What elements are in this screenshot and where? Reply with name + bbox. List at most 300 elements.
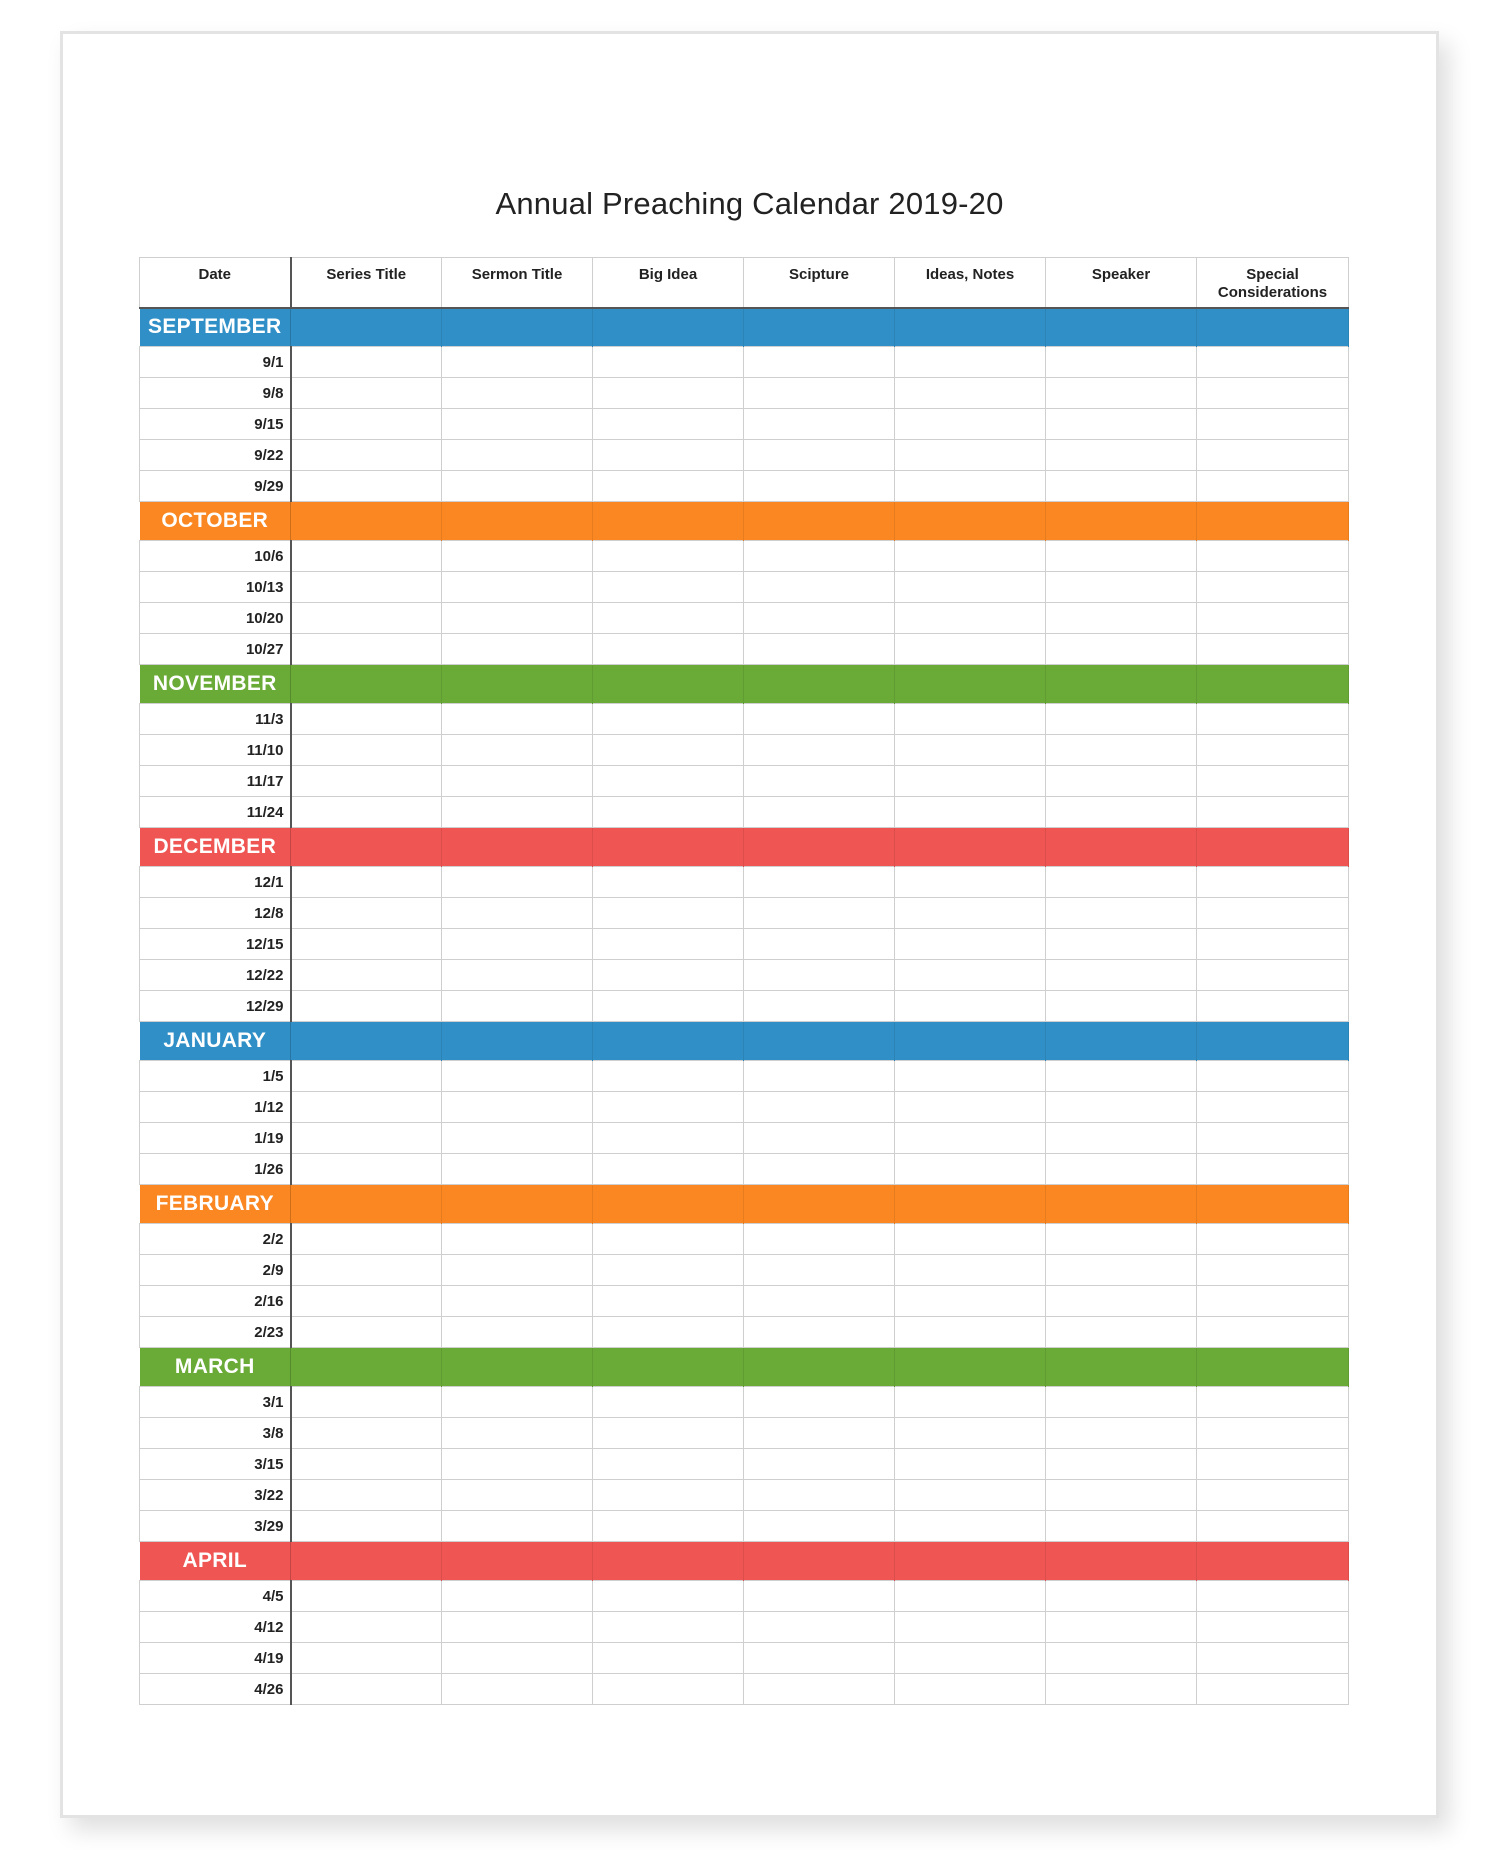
entry-cell[interactable]	[895, 603, 1046, 634]
entry-cell[interactable]	[1197, 634, 1349, 665]
month-row-march	[140, 1348, 1349, 1387]
entry-cell[interactable]	[593, 1674, 744, 1705]
entry-cell[interactable]	[593, 347, 744, 378]
entry-cell[interactable]	[593, 797, 744, 828]
entry-cell[interactable]	[744, 797, 895, 828]
entry-cell[interactable]	[291, 1674, 442, 1705]
entry-cell[interactable]	[1197, 1123, 1349, 1154]
entry-cell[interactable]	[1046, 929, 1197, 960]
entry-cell[interactable]	[744, 766, 895, 797]
entry-cell[interactable]	[442, 1449, 593, 1480]
month-band-cell	[291, 1348, 442, 1387]
date-cell: 9/8	[140, 378, 291, 409]
entry-cell[interactable]	[442, 440, 593, 471]
entry-cell[interactable]	[291, 704, 442, 735]
entry-cell[interactable]	[744, 898, 895, 929]
entry-cell[interactable]	[291, 960, 442, 991]
entry-cell[interactable]	[442, 1123, 593, 1154]
table-row	[140, 1092, 1349, 1123]
entry-cell[interactable]	[593, 1449, 744, 1480]
entry-cell[interactable]	[1046, 409, 1197, 440]
month-band-cell	[593, 1022, 744, 1061]
month-band-cell	[1197, 502, 1349, 541]
entry-cell[interactable]	[593, 1123, 744, 1154]
table-row	[140, 735, 1349, 766]
entry-cell[interactable]	[593, 1511, 744, 1542]
entry-cell[interactable]	[744, 1154, 895, 1185]
entry-cell[interactable]	[744, 471, 895, 502]
entry-cell[interactable]	[291, 541, 442, 572]
month-band-cell	[895, 1348, 1046, 1387]
entry-cell[interactable]	[1046, 867, 1197, 898]
entry-cell[interactable]	[744, 991, 895, 1022]
table-row	[140, 1286, 1349, 1317]
month-band-cell	[593, 502, 744, 541]
entry-cell[interactable]	[593, 1286, 744, 1317]
column-header-big-idea: Big Idea	[593, 258, 744, 308]
entry-cell[interactable]	[895, 1092, 1046, 1123]
entry-cell[interactable]	[895, 867, 1046, 898]
entry-cell[interactable]	[744, 1643, 895, 1674]
month-band-cell	[895, 1542, 1046, 1581]
entry-cell[interactable]	[291, 1612, 442, 1643]
entry-cell[interactable]	[895, 1123, 1046, 1154]
entry-cell[interactable]	[895, 1317, 1046, 1348]
entry-cell[interactable]	[744, 1387, 895, 1418]
entry-cell[interactable]	[744, 603, 895, 634]
entry-cell[interactable]	[291, 1255, 442, 1286]
entry-cell[interactable]	[1197, 1674, 1349, 1705]
date-cell: 3/15	[140, 1449, 291, 1480]
entry-cell[interactable]	[744, 1092, 895, 1123]
entry-cell[interactable]	[744, 378, 895, 409]
entry-cell[interactable]	[895, 735, 1046, 766]
entry-cell[interactable]	[744, 735, 895, 766]
entry-cell[interactable]	[442, 991, 593, 1022]
entry-cell[interactable]	[744, 1449, 895, 1480]
entry-cell[interactable]	[1046, 603, 1197, 634]
entry-cell[interactable]	[442, 1154, 593, 1185]
entry-cell[interactable]	[895, 541, 1046, 572]
entry-cell[interactable]	[593, 1255, 744, 1286]
entry-cell[interactable]	[593, 929, 744, 960]
entry-cell[interactable]	[442, 766, 593, 797]
entry-cell[interactable]	[1046, 347, 1197, 378]
entry-cell[interactable]	[1046, 1480, 1197, 1511]
entry-cell[interactable]	[744, 1480, 895, 1511]
entry-cell[interactable]	[291, 1581, 442, 1612]
entry-cell[interactable]	[1197, 867, 1349, 898]
entry-cell[interactable]	[442, 1255, 593, 1286]
entry-cell[interactable]	[1197, 1612, 1349, 1643]
entry-cell[interactable]	[1197, 1511, 1349, 1542]
entry-cell[interactable]	[744, 1418, 895, 1449]
entry-cell[interactable]	[442, 347, 593, 378]
entry-cell[interactable]	[593, 1154, 744, 1185]
entry-cell[interactable]	[1197, 929, 1349, 960]
entry-cell[interactable]	[1197, 471, 1349, 502]
entry-cell[interactable]	[1046, 572, 1197, 603]
entry-cell[interactable]	[1197, 1061, 1349, 1092]
entry-cell[interactable]	[442, 572, 593, 603]
entry-cell[interactable]	[744, 1286, 895, 1317]
entry-cell[interactable]	[593, 991, 744, 1022]
entry-cell[interactable]	[291, 867, 442, 898]
month-label: DECEMBER	[140, 828, 291, 867]
date-cell: 2/2	[140, 1224, 291, 1255]
entry-cell[interactable]	[593, 572, 744, 603]
entry-cell[interactable]	[593, 471, 744, 502]
entry-cell[interactable]	[1046, 1092, 1197, 1123]
entry-cell[interactable]	[1197, 1154, 1349, 1185]
entry-cell[interactable]	[442, 1612, 593, 1643]
entry-cell[interactable]	[291, 1224, 442, 1255]
entry-cell[interactable]	[895, 1511, 1046, 1542]
entry-cell[interactable]	[593, 409, 744, 440]
entry-cell[interactable]	[1197, 1449, 1349, 1480]
entry-cell[interactable]	[744, 960, 895, 991]
entry-cell[interactable]	[1046, 1286, 1197, 1317]
entry-cell[interactable]	[1046, 735, 1197, 766]
entry-cell[interactable]	[1046, 1511, 1197, 1542]
entry-cell[interactable]	[1046, 1255, 1197, 1286]
entry-cell[interactable]	[593, 1418, 744, 1449]
month-band-cell	[442, 502, 593, 541]
entry-cell[interactable]	[1046, 634, 1197, 665]
entry-cell[interactable]	[1197, 572, 1349, 603]
month-band-cell	[1046, 1185, 1197, 1224]
entry-cell[interactable]	[895, 898, 1046, 929]
entry-cell[interactable]	[744, 867, 895, 898]
entry-cell[interactable]	[291, 991, 442, 1022]
entry-cell[interactable]	[442, 929, 593, 960]
entry-cell[interactable]	[744, 409, 895, 440]
entry-cell[interactable]	[593, 1643, 744, 1674]
entry-cell[interactable]	[744, 634, 895, 665]
entry-cell[interactable]	[1046, 1123, 1197, 1154]
entry-cell[interactable]	[593, 603, 744, 634]
entry-cell[interactable]	[895, 1224, 1046, 1255]
date-cell: 4/5	[140, 1581, 291, 1612]
table-row	[140, 1123, 1349, 1154]
month-band-cell	[1197, 828, 1349, 867]
entry-cell[interactable]	[1046, 541, 1197, 572]
entry-cell[interactable]	[1046, 1154, 1197, 1185]
table-row	[140, 541, 1349, 572]
table-row	[140, 1643, 1349, 1674]
entry-cell[interactable]	[895, 1643, 1046, 1674]
entry-cell[interactable]	[1197, 347, 1349, 378]
entry-cell[interactable]	[442, 898, 593, 929]
entry-cell[interactable]	[744, 440, 895, 471]
entry-cell[interactable]	[744, 1255, 895, 1286]
entry-cell[interactable]	[1197, 960, 1349, 991]
entry-cell[interactable]	[744, 541, 895, 572]
entry-cell[interactable]	[1046, 1317, 1197, 1348]
entry-cell[interactable]	[593, 541, 744, 572]
entry-cell[interactable]	[1046, 766, 1197, 797]
entry-cell[interactable]	[895, 409, 1046, 440]
entry-cell[interactable]	[1197, 1255, 1349, 1286]
entry-cell[interactable]	[442, 735, 593, 766]
month-band-cell	[744, 828, 895, 867]
entry-cell[interactable]	[442, 378, 593, 409]
entry-cell[interactable]	[291, 1480, 442, 1511]
date-cell: 9/15	[140, 409, 291, 440]
column-header-scripture: Scipture	[744, 258, 895, 308]
entry-cell[interactable]	[895, 471, 1046, 502]
table-row	[140, 867, 1349, 898]
entry-cell[interactable]	[442, 1643, 593, 1674]
month-band-cell	[895, 1022, 1046, 1061]
entry-cell[interactable]	[442, 1480, 593, 1511]
entry-cell[interactable]	[895, 440, 1046, 471]
entry-cell[interactable]	[291, 735, 442, 766]
entry-cell[interactable]	[442, 1061, 593, 1092]
month-band-cell	[1197, 308, 1349, 347]
entry-cell[interactable]	[291, 1643, 442, 1674]
entry-cell[interactable]	[744, 1674, 895, 1705]
entry-cell[interactable]	[895, 1387, 1046, 1418]
entry-cell[interactable]	[291, 766, 442, 797]
entry-cell[interactable]	[1197, 735, 1349, 766]
entry-cell[interactable]	[1046, 1643, 1197, 1674]
entry-cell[interactable]	[895, 766, 1046, 797]
month-band-cell	[1197, 665, 1349, 704]
entry-cell[interactable]	[1046, 1612, 1197, 1643]
entry-cell[interactable]	[442, 1418, 593, 1449]
entry-cell[interactable]	[291, 471, 442, 502]
entry-cell[interactable]	[895, 929, 1046, 960]
entry-cell[interactable]	[291, 440, 442, 471]
entry-cell[interactable]	[593, 378, 744, 409]
entry-cell[interactable]	[895, 1612, 1046, 1643]
month-band-cell	[291, 665, 442, 704]
entry-cell[interactable]	[291, 1123, 442, 1154]
entry-cell[interactable]	[442, 1581, 593, 1612]
entry-cell[interactable]	[442, 960, 593, 991]
entry-cell[interactable]	[1046, 378, 1197, 409]
entry-cell[interactable]	[593, 704, 744, 735]
entry-cell[interactable]	[593, 440, 744, 471]
table-row	[140, 766, 1349, 797]
entry-cell[interactable]	[1046, 440, 1197, 471]
date-cell: 10/13	[140, 572, 291, 603]
entry-cell[interactable]	[442, 1511, 593, 1542]
entry-cell[interactable]	[1197, 898, 1349, 929]
entry-cell[interactable]	[291, 409, 442, 440]
entry-cell[interactable]	[895, 378, 1046, 409]
entry-cell[interactable]	[895, 704, 1046, 735]
entry-cell[interactable]	[1197, 440, 1349, 471]
date-cell: 11/24	[140, 797, 291, 828]
entry-cell[interactable]	[442, 471, 593, 502]
entry-cell[interactable]	[1197, 1224, 1349, 1255]
entry-cell[interactable]	[1046, 1418, 1197, 1449]
entry-cell[interactable]	[291, 898, 442, 929]
entry-cell[interactable]	[895, 1286, 1046, 1317]
entry-cell[interactable]	[1046, 471, 1197, 502]
entry-cell[interactable]	[1197, 704, 1349, 735]
entry-cell[interactable]	[895, 347, 1046, 378]
month-band-cell	[895, 502, 1046, 541]
entry-cell[interactable]	[291, 797, 442, 828]
entry-cell[interactable]	[744, 704, 895, 735]
entry-cell[interactable]	[442, 634, 593, 665]
entry-cell[interactable]	[1197, 991, 1349, 1022]
entry-cell[interactable]	[442, 1674, 593, 1705]
entry-cell[interactable]	[1046, 1449, 1197, 1480]
entry-cell[interactable]	[291, 1317, 442, 1348]
entry-cell[interactable]	[744, 1612, 895, 1643]
table-row	[140, 704, 1349, 735]
table-row	[140, 572, 1349, 603]
entry-cell[interactable]	[1197, 1581, 1349, 1612]
entry-cell[interactable]	[291, 572, 442, 603]
entry-cell[interactable]	[744, 572, 895, 603]
entry-cell[interactable]	[1197, 409, 1349, 440]
entry-cell[interactable]	[442, 1387, 593, 1418]
entry-cell[interactable]	[291, 378, 442, 409]
entry-cell[interactable]	[593, 1224, 744, 1255]
entry-cell[interactable]	[1197, 1480, 1349, 1511]
entry-cell[interactable]	[593, 1387, 744, 1418]
entry-cell[interactable]	[895, 960, 1046, 991]
entry-cell[interactable]	[744, 1317, 895, 1348]
entry-cell[interactable]	[593, 1581, 744, 1612]
entry-cell[interactable]	[895, 797, 1046, 828]
entry-cell[interactable]	[895, 1255, 1046, 1286]
entry-cell[interactable]	[291, 1449, 442, 1480]
entry-cell[interactable]	[593, 766, 744, 797]
month-band-cell	[1197, 1542, 1349, 1581]
entry-cell[interactable]	[744, 1224, 895, 1255]
entry-cell[interactable]	[895, 1480, 1046, 1511]
month-band-cell	[1197, 1348, 1349, 1387]
entry-cell[interactable]	[1046, 1061, 1197, 1092]
column-header-ideas-notes: Ideas, Notes	[895, 258, 1046, 308]
entry-cell[interactable]	[744, 1061, 895, 1092]
entry-cell[interactable]	[895, 1674, 1046, 1705]
entry-cell[interactable]	[895, 991, 1046, 1022]
entry-cell[interactable]	[1046, 898, 1197, 929]
column-header-date: Date	[140, 258, 291, 308]
entry-cell[interactable]	[291, 1154, 442, 1185]
entry-cell[interactable]	[1197, 766, 1349, 797]
entry-cell[interactable]	[442, 541, 593, 572]
entry-cell[interactable]	[593, 1480, 744, 1511]
month-row-september	[140, 308, 1349, 347]
entry-cell[interactable]	[895, 634, 1046, 665]
entry-cell[interactable]	[1046, 1674, 1197, 1705]
entry-cell[interactable]	[1046, 1387, 1197, 1418]
date-cell: 3/29	[140, 1511, 291, 1542]
entry-cell[interactable]	[895, 1154, 1046, 1185]
entry-cell[interactable]	[1197, 1092, 1349, 1123]
entry-cell[interactable]	[1197, 1418, 1349, 1449]
table-row	[140, 991, 1349, 1022]
date-cell: 4/12	[140, 1612, 291, 1643]
column-header-speaker: Speaker	[1046, 258, 1197, 308]
entry-cell[interactable]	[744, 1511, 895, 1542]
entry-cell[interactable]	[744, 347, 895, 378]
entry-cell[interactable]	[1197, 1643, 1349, 1674]
entry-cell[interactable]	[593, 1092, 744, 1123]
entry-cell[interactable]	[593, 898, 744, 929]
entry-cell[interactable]	[744, 929, 895, 960]
entry-cell[interactable]	[1046, 797, 1197, 828]
entry-cell[interactable]	[442, 867, 593, 898]
entry-cell[interactable]	[1046, 704, 1197, 735]
date-cell: 12/29	[140, 991, 291, 1022]
entry-cell[interactable]	[1046, 1224, 1197, 1255]
entry-cell[interactable]	[442, 1286, 593, 1317]
entry-cell[interactable]	[593, 867, 744, 898]
entry-cell[interactable]	[744, 1123, 895, 1154]
entry-cell[interactable]	[593, 1061, 744, 1092]
entry-cell[interactable]	[1197, 541, 1349, 572]
entry-cell[interactable]	[442, 797, 593, 828]
entry-cell[interactable]	[744, 1581, 895, 1612]
entry-cell[interactable]	[442, 409, 593, 440]
date-cell: 11/3	[140, 704, 291, 735]
entry-cell[interactable]	[1046, 960, 1197, 991]
entry-cell[interactable]	[1197, 603, 1349, 634]
entry-cell[interactable]	[1197, 797, 1349, 828]
month-row-april	[140, 1542, 1349, 1581]
entry-cell[interactable]	[291, 929, 442, 960]
entry-cell[interactable]	[291, 1092, 442, 1123]
entry-cell[interactable]	[593, 1317, 744, 1348]
entry-cell[interactable]	[291, 1418, 442, 1449]
entry-cell[interactable]	[895, 1449, 1046, 1480]
entry-cell[interactable]	[593, 634, 744, 665]
entry-cell[interactable]	[895, 1061, 1046, 1092]
month-band-cell	[442, 1185, 593, 1224]
entry-cell[interactable]	[442, 1092, 593, 1123]
entry-cell[interactable]	[442, 704, 593, 735]
entry-cell[interactable]	[593, 1612, 744, 1643]
month-label: FEBRUARY	[140, 1185, 291, 1224]
month-band-cell	[593, 1542, 744, 1581]
entry-cell[interactable]	[291, 1511, 442, 1542]
month-band-cell	[1197, 1022, 1349, 1061]
entry-cell[interactable]	[442, 603, 593, 634]
entry-cell[interactable]	[593, 960, 744, 991]
entry-cell[interactable]	[1046, 991, 1197, 1022]
entry-cell[interactable]	[593, 735, 744, 766]
entry-cell[interactable]	[291, 1286, 442, 1317]
date-cell: 1/26	[140, 1154, 291, 1185]
entry-cell[interactable]	[291, 1061, 442, 1092]
entry-cell[interactable]	[1046, 1581, 1197, 1612]
entry-cell[interactable]	[442, 1317, 593, 1348]
entry-cell[interactable]	[291, 347, 442, 378]
entry-cell[interactable]	[895, 572, 1046, 603]
entry-cell[interactable]	[895, 1418, 1046, 1449]
entry-cell[interactable]	[1197, 1286, 1349, 1317]
entry-cell[interactable]	[1197, 378, 1349, 409]
table-row	[140, 797, 1349, 828]
entry-cell[interactable]	[895, 1581, 1046, 1612]
month-band-cell	[895, 828, 1046, 867]
entry-cell[interactable]	[1197, 1317, 1349, 1348]
entry-cell[interactable]	[291, 634, 442, 665]
entry-cell[interactable]	[442, 1224, 593, 1255]
entry-cell[interactable]	[1197, 1387, 1349, 1418]
entry-cell[interactable]	[291, 603, 442, 634]
entry-cell[interactable]	[291, 1387, 442, 1418]
